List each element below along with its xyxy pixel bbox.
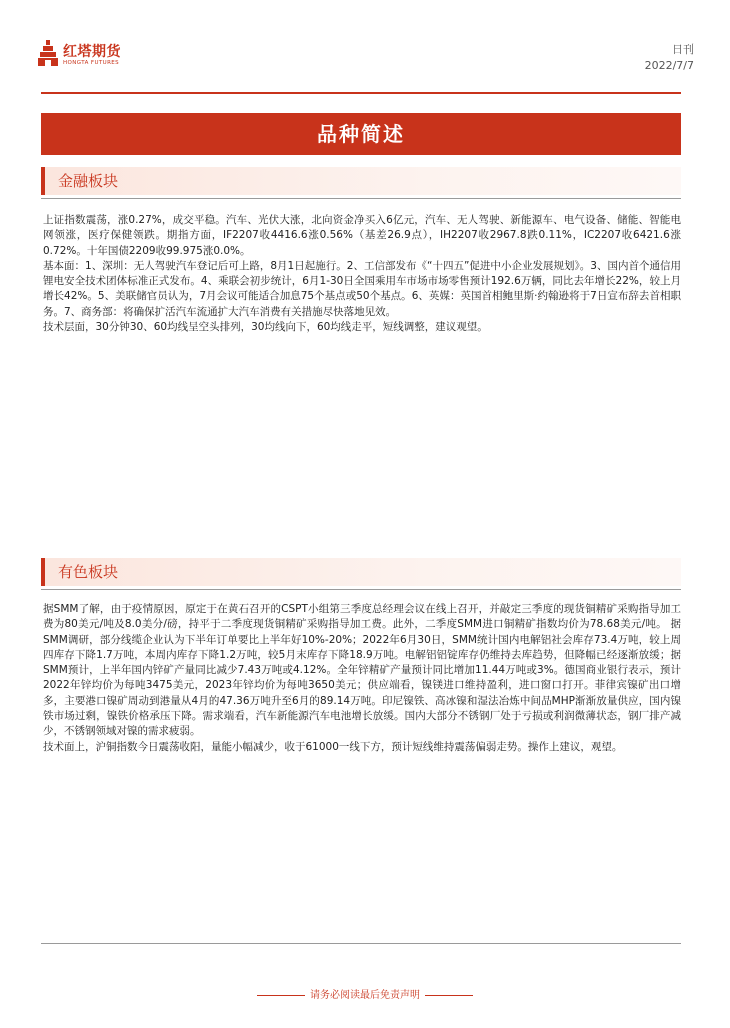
disclaimer-text: 请务必阅读最后免责声明 <box>310 990 420 1001</box>
section-title: 有色板块 <box>58 563 119 581</box>
report-date: 2022/7/7 <box>644 59 694 72</box>
footer-divider <box>41 943 681 944</box>
paragraph: 上证指数震荡，涨0.27%，成交平稳。汽车、光伏大涨，北向资金净买入6亿元，汽车、无人驾驶、新能源车、电气设备、储能、智能电网领涨，医疗保健领跌。期指方面，IF2207收4416.6涨0.56%（基差26.9点），IH2207收2967.8跌0.11%，IC2207收6421.6涨0.72%。十年国债2209收99.975涨0.0%。 <box>43 214 681 257</box>
header-meta <box>645 42 694 74</box>
section-body-nonferrous <box>43 602 681 755</box>
section-body-finance <box>43 213 681 335</box>
tower-logo-icon <box>36 38 60 68</box>
logo-chinese-name: 红塔期货 <box>63 44 121 60</box>
section-header-finance <box>41 167 681 195</box>
section-header-nonferrous <box>41 558 681 586</box>
footer-line-right <box>425 995 473 996</box>
section-divider <box>41 589 681 590</box>
section-title: 金融板块 <box>58 172 119 190</box>
paragraph: 技术面上，沪铜指数今日震荡收阳，量能小幅减少，收于61000一线下方，预计短线维持震荡偏弱走势。操作上建议，观望。 <box>43 740 623 753</box>
company-logo <box>36 38 146 72</box>
footer-line-left <box>257 995 305 996</box>
paragraph: 基本面：1、深圳：无人驾驶汽车登记后可上路，8月1日起施行。2、工信部发布《“十四五”促进中小企业发展规划》。3、国内首个通信用锂电安全技术团体标准正式发布。4、乘联会初步统计，6月1-30日全国乘用车市场市场零售预计192.6万辆，同比去年增长22%，较上月增长42%。5、美联储官员认为，7月会议可能适合加息75个基点或50个基点。6、英媒：英国首相鲍里斯·约翰逊将于7日宣布辞去首相职务。7、商务部：将确保扩活汽车流通扩大汽车消费有关措施尽快落地见效。 <box>43 259 681 318</box>
doc-type: 日刊 <box>672 43 694 56</box>
page-title-banner <box>41 113 681 155</box>
logo-english-name: HONGTA FUTURES <box>63 60 120 66</box>
page-title: 品种简述 <box>317 122 405 146</box>
paragraph: 技术层面，30分钟30、60均线呈空头排列，30均线向下，60均线走平，短线调整，建议观望。 <box>43 321 488 334</box>
section-divider <box>41 198 681 199</box>
paragraph: 据SMM了解，由于疫情原因，原定于在黄石召开的CSPT小组第三季度总经理会议在线上召开，并敲定三季度的现货铜精矿采购指导加工费为80美元/吨及8.0美分/磅，持平于二季度现货铜精矿采购指导加工费。此外，二季度SMM进口铜精矿指数均价为78.68美元/吨。 据SMM调研，部分线缆企业认为下半年订单要比上半年好10%-20%；2022年6月30日，SMM统计国内电解铝社会库存73.4万吨，较上周四库存下降1.7万吨，本周内库存下降1.2万吨，较5月末库存下降18.9万吨。电解铝铝锭库存仍维持去库趋势，但降幅已经逐渐放缓；据SMM预计，上半年国内锌矿产量同比减少7.43万吨或4.12%。全年锌精矿产量预计同比增加11.44万吨或3%。德国商业银行表示，预计2022年锌均价为每吨3475美元，2023年锌均价为每吨3650美元；供应端看，镍镁进口维持盈利，进口窗口打开。菲律宾镍矿出口增多，主要港口镍矿周动到港量从4月的47.36万吨升至6月的89.14万吨。印尼镍铁、高冰镍和湿法冶炼中间品MHP渐渐放量供应，国内镍铁市场过剩，镍铁价格承压下降。需求端看，汽车新能源汽车电池增长放缓。国内大部分不锈钢厂处于亏损或利润微薄状态，钢厂排产减少，不锈钢领域对镍的需求疲弱。 <box>43 603 681 738</box>
disclaimer-footer <box>0 986 730 1001</box>
header-divider <box>41 92 681 94</box>
